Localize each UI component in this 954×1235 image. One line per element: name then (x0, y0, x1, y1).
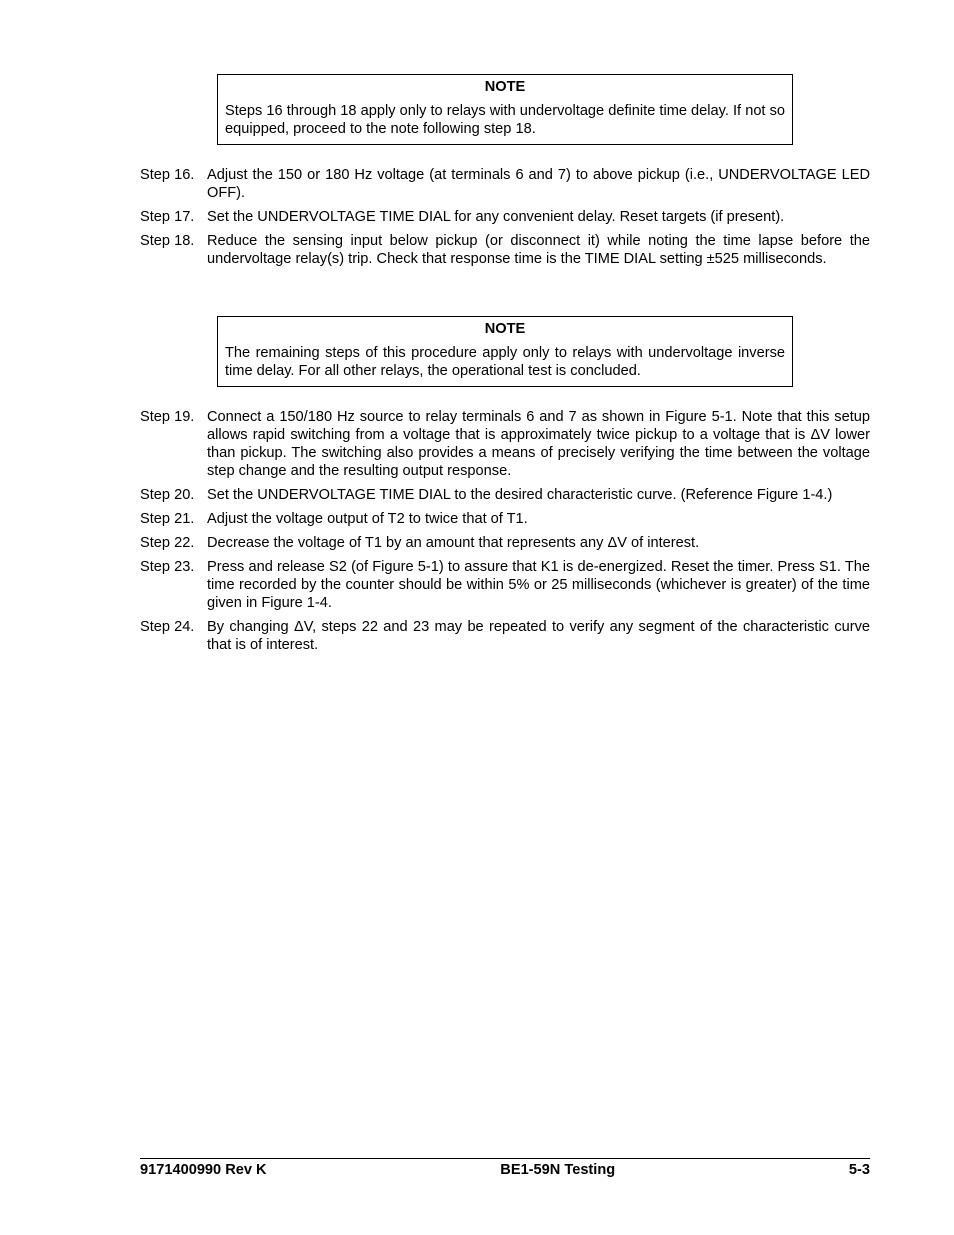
step-20 (140, 486, 870, 504)
note-title: NOTE (484, 321, 526, 337)
note-box-2 (217, 316, 793, 387)
step-text: Press and release S2 (of Figure 5-1) to assure that K1 is de-energized. Reset the timer. Press S1. The time recorded by the counter should be within 5% or 25 milliseconds (whichever is greater) of the time given in Figure 1-4. (207, 559, 870, 611)
step-21 (140, 510, 870, 528)
steps-group-a (140, 166, 870, 274)
steps-group-b (140, 408, 870, 660)
step-label: Step 23. (140, 559, 195, 575)
step-23 (140, 558, 870, 612)
step-label: Step 24. (140, 619, 195, 635)
step-label: Step 17. (140, 209, 195, 225)
footer-page-number: 5-3 (848, 1162, 870, 1178)
step-text: Adjust the voltage output of T2 to twice that of T1. (207, 511, 528, 527)
step-text: By changing ΔV, steps 22 and 23 may be repeated to verify any segment of the characteristic curve that is of interest. (207, 619, 870, 653)
step-22 (140, 534, 870, 552)
step-18 (140, 232, 870, 268)
note-body: The remaining steps of this procedure apply only to relays with undervoltage inverse time delay. For all other relays, the operational test is concluded. (225, 345, 785, 379)
note-box-1 (217, 74, 793, 145)
step-16 (140, 166, 870, 202)
page-footer (140, 1158, 870, 1179)
step-text: Set the UNDERVOLTAGE TIME DIAL for any convenient delay. Reset targets (if present). (207, 209, 785, 225)
step-19 (140, 408, 870, 480)
step-text: Decrease the voltage of T1 by an amount that represents any ΔV of interest. (207, 535, 700, 551)
footer-document-number: 9171400990 Rev K (140, 1162, 267, 1178)
step-label: Step 21. (140, 511, 195, 527)
step-text: Connect a 150/180 Hz source to relay terminals 6 and 7 as shown in Figure 5-1. Note that this setup allows rapid switching from a voltage that is approximately twice pickup to a voltage that is ΔV lower than pickup. The switching also provides a means of precisely verifying the time between the voltage step change and the resulting output response. (207, 409, 870, 479)
step-label: Step 16. (140, 167, 195, 183)
step-label: Step 19. (140, 409, 195, 425)
step-24 (140, 618, 870, 654)
step-label: Step 20. (140, 487, 195, 503)
note-title: NOTE (484, 79, 526, 95)
step-label: Step 18. (140, 233, 195, 249)
step-text: Adjust the 150 or 180 Hz voltage (at terminals 6 and 7) to above pickup (i.e., UNDERVOLTAGE LED OFF). (207, 167, 870, 201)
note-body: Steps 16 through 18 apply only to relays with undervoltage definite time delay. If not so equipped, proceed to the note following step 18. (225, 103, 785, 137)
step-text: Reduce the sensing input below pickup (or disconnect it) while noting the time lapse before the undervoltage relay(s) trip. Check that response time is the TIME DIAL setting ±525 milliseconds. (207, 233, 870, 267)
step-text: Set the UNDERVOLTAGE TIME DIAL to the desired characteristic curve. (Reference Figure 1-4.) (207, 487, 833, 503)
step-label: Step 22. (140, 535, 195, 551)
step-17 (140, 208, 870, 226)
footer-section-title: BE1-59N Testing (500, 1162, 616, 1178)
